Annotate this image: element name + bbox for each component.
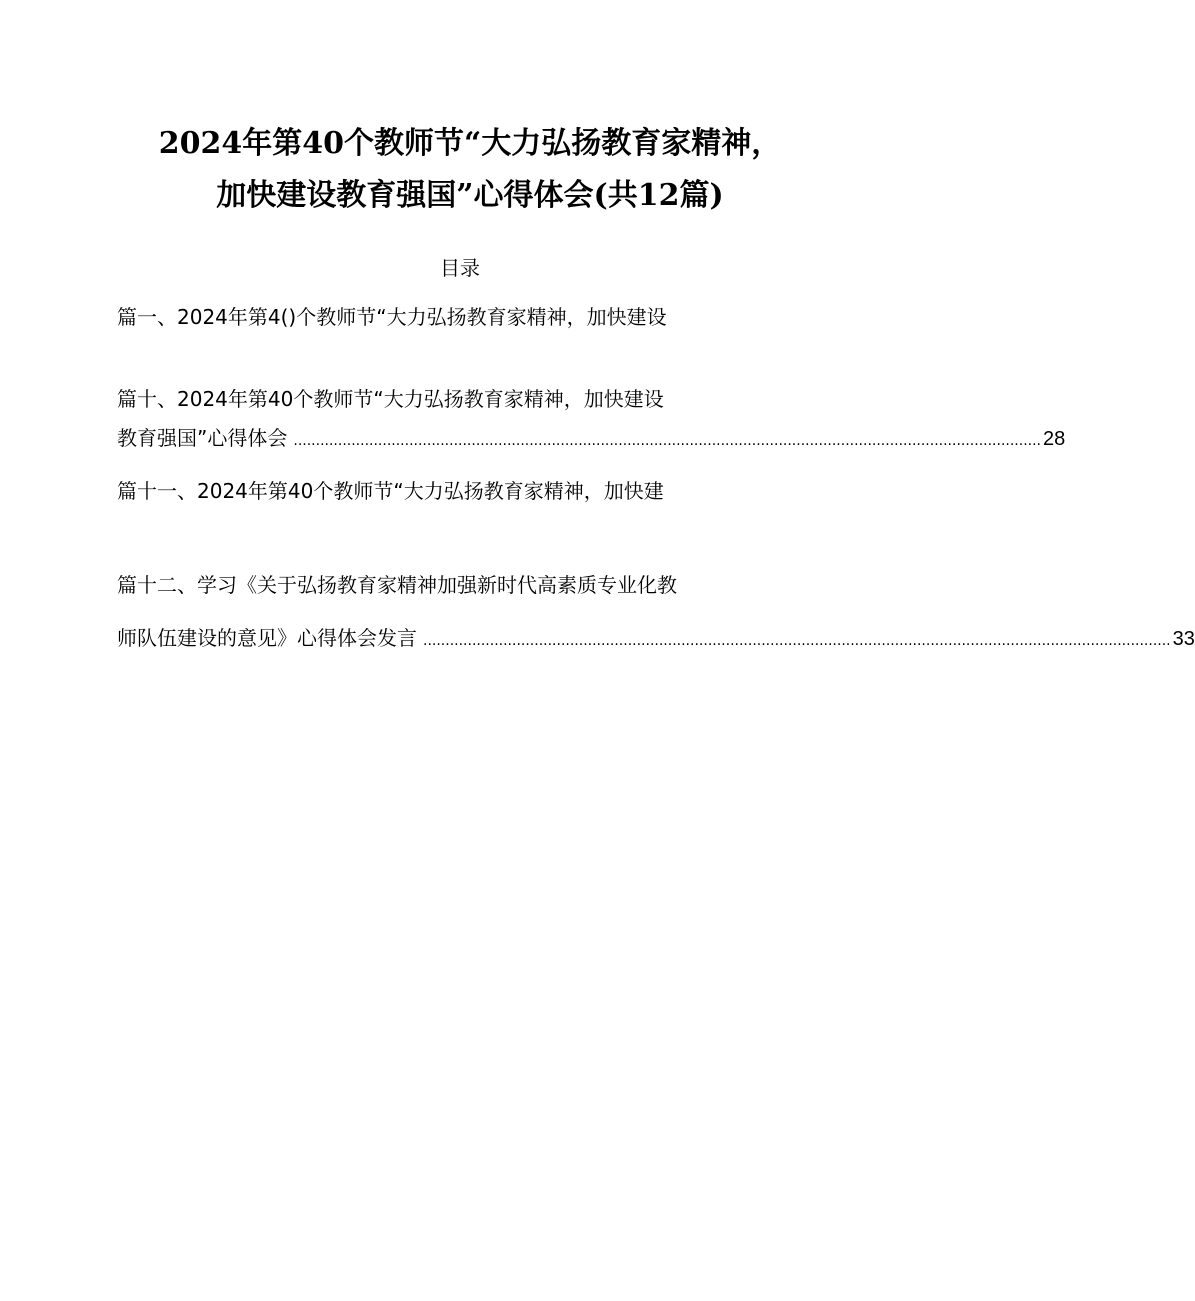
toc-entry-10-continuation[interactable] xyxy=(117,424,1066,455)
toc-entry-12-text-continued: 师队伍建设的意见》心得体会发言 xyxy=(117,626,417,650)
toc-entry-12[interactable] xyxy=(117,571,813,599)
toc-entry-10-text: 篇十、2024年第40个教师节“大力弘扬教育家精神，加快建设 xyxy=(117,387,664,411)
toc-entry-1-text: 篇一、2024年第4()个教师节“大力弘扬教育家精神，加快建设 xyxy=(117,305,667,329)
document-title xyxy=(100,118,840,222)
toc-entry-10-text-continued: 教育强国”心得体会 xyxy=(117,426,288,450)
toc-entry-11[interactable] xyxy=(117,477,813,505)
toc-entry-10-page-number: 28 xyxy=(1043,428,1066,450)
toc-entry-12-page-number: 33 xyxy=(1172,628,1195,650)
dot-leader: ........................................................................................................................................................................ xyxy=(423,633,1171,649)
document-title-line-2: 加快建设教育强国”心得体会(共12篇) xyxy=(216,178,724,213)
toc-entry-1[interactable] xyxy=(117,303,813,331)
document-title-line-1: 2024年第40个教师节“大力弘扬教育家精神， xyxy=(158,126,782,161)
toc-entry-11-text: 篇十一、2024年第40个教师节“大力弘扬教育家精神，加快建 xyxy=(117,479,664,503)
toc-heading: 目录 xyxy=(440,256,480,280)
toc-entry-12-continuation[interactable] xyxy=(117,624,1195,655)
toc-entry-12-text: 篇十二、学习《关于弘扬教育家精神加强新时代高素质专业化教 xyxy=(117,573,677,597)
dot-leader: ........................................................................................................................................................................ xyxy=(293,433,1042,449)
toc-entry-10[interactable] xyxy=(117,385,813,413)
